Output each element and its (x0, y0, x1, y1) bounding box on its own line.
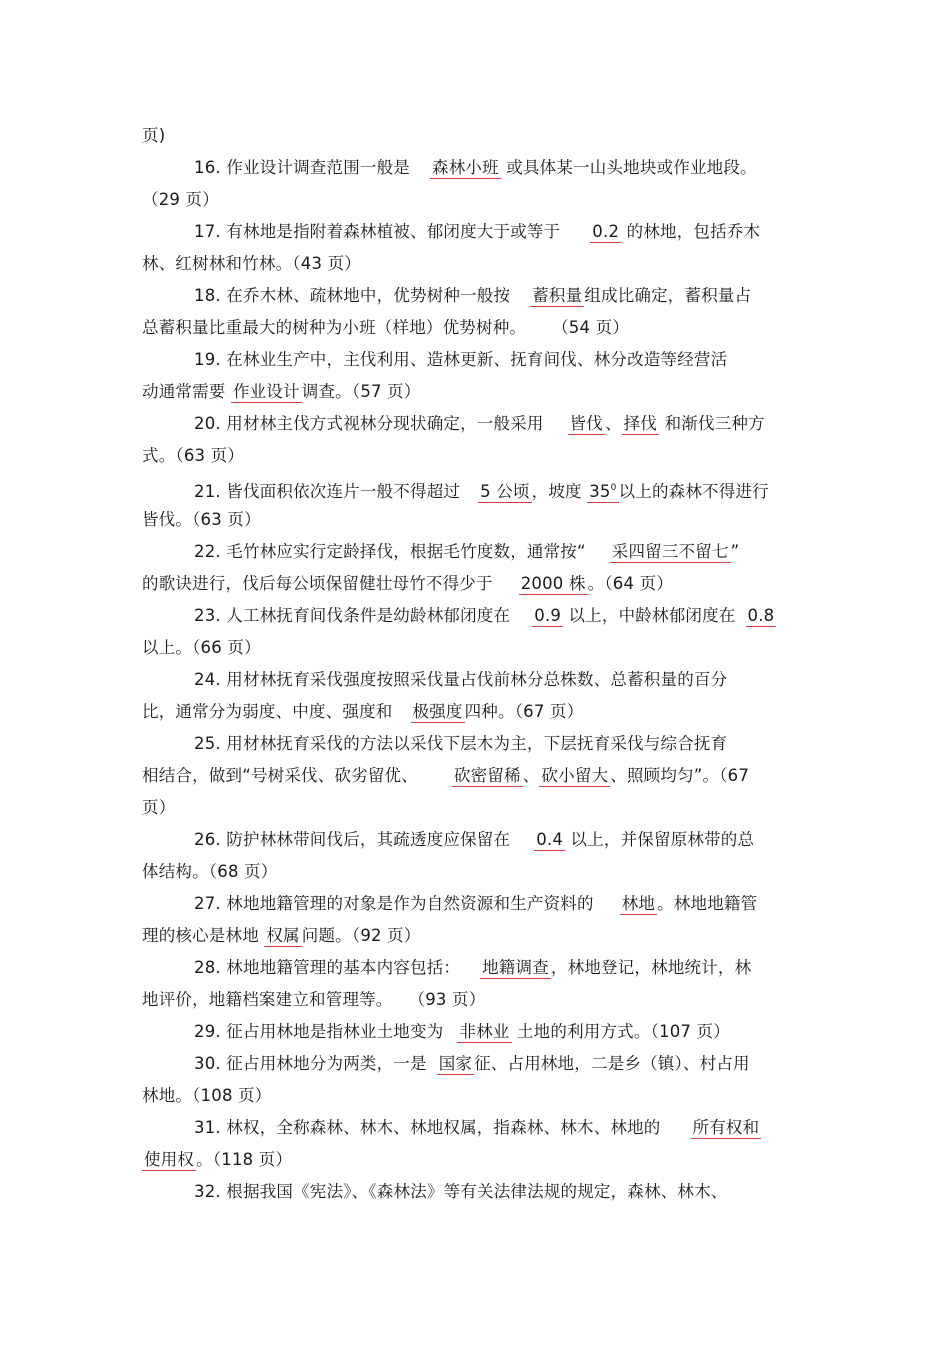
question-number: 16. (194, 158, 221, 177)
text-line (142, 316, 629, 340)
text-line (142, 252, 361, 276)
text-run: 式。（63 页） (142, 446, 245, 465)
answer-blank (587, 482, 618, 503)
text-run: 地评价，地籍档案建立和管理等。 (142, 990, 393, 1009)
text-run: 调查。（57 页） (301, 382, 421, 401)
question-number: 23. (194, 606, 221, 625)
text-run: 林权，全称森林、林木、林地权属，指森林、林木、林地的 (226, 1118, 661, 1137)
text-run: 理的核心是林地 (142, 926, 259, 945)
text-line (142, 444, 244, 468)
question-number: 26. (194, 830, 221, 849)
question-number: 20. (194, 414, 221, 433)
question-26 (194, 828, 754, 852)
question-23 (194, 604, 776, 628)
text-run: 和渐伐三种方 (664, 414, 765, 433)
text-run: 动通常需要 (142, 382, 226, 401)
answer-blank: 极强度 (412, 702, 463, 721)
text-line (142, 508, 261, 532)
answer-blank: 0.4 (536, 830, 564, 849)
text-run: 皆伐。（63 页） (142, 510, 261, 529)
text-run: 林地地籍管理的对象是作为自然资源和生产资料的 (226, 894, 594, 913)
question-number: 25. (194, 734, 221, 753)
question-number: 29. (194, 1022, 221, 1041)
question-number: 28. (194, 958, 221, 977)
text-run: 在乔木林、疏林地中，优势树种一般按 (226, 286, 511, 305)
text-run: 在林业生产中，主伐利用、造林更新、抚育间伐、林分改造等经营活 (226, 350, 728, 369)
text-line (142, 380, 421, 404)
text-run: 比，通常分为弱度、中度、强度和 (142, 702, 393, 721)
question-number: 22. (194, 542, 221, 561)
text-run: 以上，并保留原林带的总 (570, 830, 755, 849)
question-31 (194, 1116, 761, 1140)
text-run: 林、红树林和竹林。（43 页） (142, 254, 361, 273)
text-line (142, 636, 261, 660)
text-run: 用材林抚育采伐强度按照采伐量占伐前林分总株数、总蓄积量的百分 (226, 670, 728, 689)
text-run: ” (730, 542, 740, 561)
answer-blank: 0.2 (592, 222, 620, 241)
answer-blank: 蓄积量 (532, 286, 583, 305)
text-run: 或具体某一山头地块或作业地段。 (506, 158, 757, 177)
text-line (142, 700, 583, 724)
text-line (142, 764, 749, 788)
answer-value: 35 (589, 482, 611, 501)
question-number: 31. (194, 1118, 221, 1137)
text-run: 的歌诀进行，伐后每公顷保留健壮母竹不得少于 (142, 574, 493, 593)
text-run: 页） (142, 798, 176, 817)
question-number: 19. (194, 350, 221, 369)
text-run: 页) (142, 126, 166, 145)
question-19 (194, 348, 727, 372)
text-run: 、 (522, 766, 540, 785)
degree-mark: 0 (610, 483, 617, 493)
answer-blank: 林地 (621, 894, 656, 913)
text-run: 。林地地籍管 (657, 894, 758, 913)
answer-blank: 砍密留稀 (453, 766, 521, 785)
text-run: 体结构。（68 页） (142, 862, 278, 881)
text-run: ，坡度 (531, 482, 582, 501)
text-run: 林地。（108 页） (142, 1086, 272, 1105)
question-18 (194, 284, 751, 308)
question-17 (194, 220, 760, 244)
text-run: 林地地籍管理的基本内容包括： (226, 958, 461, 977)
question-29 (194, 1020, 730, 1044)
question-number: 18. (194, 286, 221, 305)
text-run: 、照顾均匀”。（67 (610, 766, 750, 785)
question-32 (194, 1180, 728, 1204)
text-line (142, 860, 278, 884)
text-line (142, 124, 165, 148)
text-run: 有林地是指附着森林植被、郁闭度大于或等于 (226, 222, 561, 241)
answer-blank: 择伐 (623, 414, 658, 433)
text-run: 以上。（66 页） (142, 638, 261, 657)
text-line (142, 1148, 292, 1172)
text-run: 。（64 页） (587, 574, 674, 593)
text-run: （29 页） (142, 190, 219, 209)
text-run: 用材林主伐方式视林分现状确定，一般采用 (226, 414, 544, 433)
question-30 (194, 1052, 750, 1076)
text-run: 征占用林地分为两类，一是 (226, 1054, 427, 1073)
text-run: 问题。（92 页） (301, 926, 421, 945)
text-run: 作业设计调查范围一般是 (226, 158, 410, 177)
text-line (142, 572, 673, 596)
text-run: 毛竹林应实行定龄择伐，根据毛竹度数，通常按“ (226, 542, 586, 561)
text-run: （93 页） (408, 990, 486, 1009)
text-run: 征、占用林地，二是乡（镇）、村占用 (474, 1054, 750, 1073)
text-run: 、 (605, 414, 622, 433)
text-line (142, 924, 421, 948)
answer-blank: 所有权和 (692, 1118, 760, 1137)
text-run: 征占用林地是指林业土地变为 (226, 1022, 444, 1041)
text-run: （54 页） (552, 318, 630, 337)
question-24 (194, 668, 727, 692)
text-run: 用材林抚育采伐的方法以采伐下层木为主，下层抚育采伐与综合抚育 (226, 734, 728, 753)
question-number: 32. (194, 1182, 221, 1201)
question-16 (194, 156, 757, 180)
answer-blank: 0.8 (747, 606, 775, 625)
question-number: 30. (194, 1054, 221, 1073)
question-22 (194, 540, 739, 564)
answer-blank: 采四留三不留七 (611, 542, 729, 561)
answer-blank: 森林小班 (432, 158, 499, 177)
text-run: 防护林林带间伐后，其疏透度应保留在 (226, 830, 511, 849)
question-25 (194, 732, 727, 756)
answer-blank: 2000 株 (520, 574, 586, 593)
answer-blank: 作业设计 (232, 382, 300, 401)
answer-blank: 使用权 (144, 1150, 195, 1169)
question-number: 21. (194, 482, 221, 501)
text-run: 根据我国《宪法》、《森林法》等有关法律法规的规定，森林、林木、 (226, 1182, 728, 1201)
answer-blank: 国家 (438, 1054, 473, 1073)
text-line (142, 1084, 272, 1108)
text-run: ，林地登记，林地统计，林 (550, 958, 752, 977)
answer-blank: 权属 (266, 926, 300, 945)
question-21 (194, 476, 769, 504)
question-20 (194, 412, 765, 436)
text-line (142, 188, 219, 212)
answer-blank: 非林业 (459, 1022, 510, 1041)
question-28 (194, 956, 751, 980)
text-run: 以上的森林不得进行 (618, 482, 769, 501)
text-run: 人工林抚育间伐条件是幼龄林郁闭度在 (226, 606, 511, 625)
answer-blank: 0.9 (534, 606, 562, 625)
question-27 (194, 892, 757, 916)
text-run: 总蓄积量比重最大的树种为小班（样地）优势树种。 (142, 318, 527, 337)
answer-blank: 皆伐 (569, 414, 604, 433)
text-run: 的林地，包括乔木 (626, 222, 761, 241)
answer-blank: 5 公顷 (480, 482, 530, 501)
question-number: 24. (194, 670, 221, 689)
text-run: 。（118 页） (196, 1150, 293, 1169)
text-run: 组成比确定，蓄积量占 (584, 286, 752, 305)
text-run: 以上，中龄林郁闭度在 (568, 606, 736, 625)
question-number: 17. (194, 222, 221, 241)
text-run: 四种。（67 页） (464, 702, 584, 721)
text-line (142, 796, 175, 820)
text-line (142, 988, 485, 1012)
text-run: 相结合，做到“号树采伐、砍劣留优、 (142, 766, 418, 785)
text-run: 皆伐面积依次连片一般不得超过 (226, 482, 461, 501)
question-number: 27. (194, 894, 221, 913)
answer-blank: 砍小留大 (541, 766, 609, 785)
text-run: 土地的利用方式。（107 页） (516, 1022, 730, 1041)
answer-blank: 地籍调查 (482, 958, 549, 977)
